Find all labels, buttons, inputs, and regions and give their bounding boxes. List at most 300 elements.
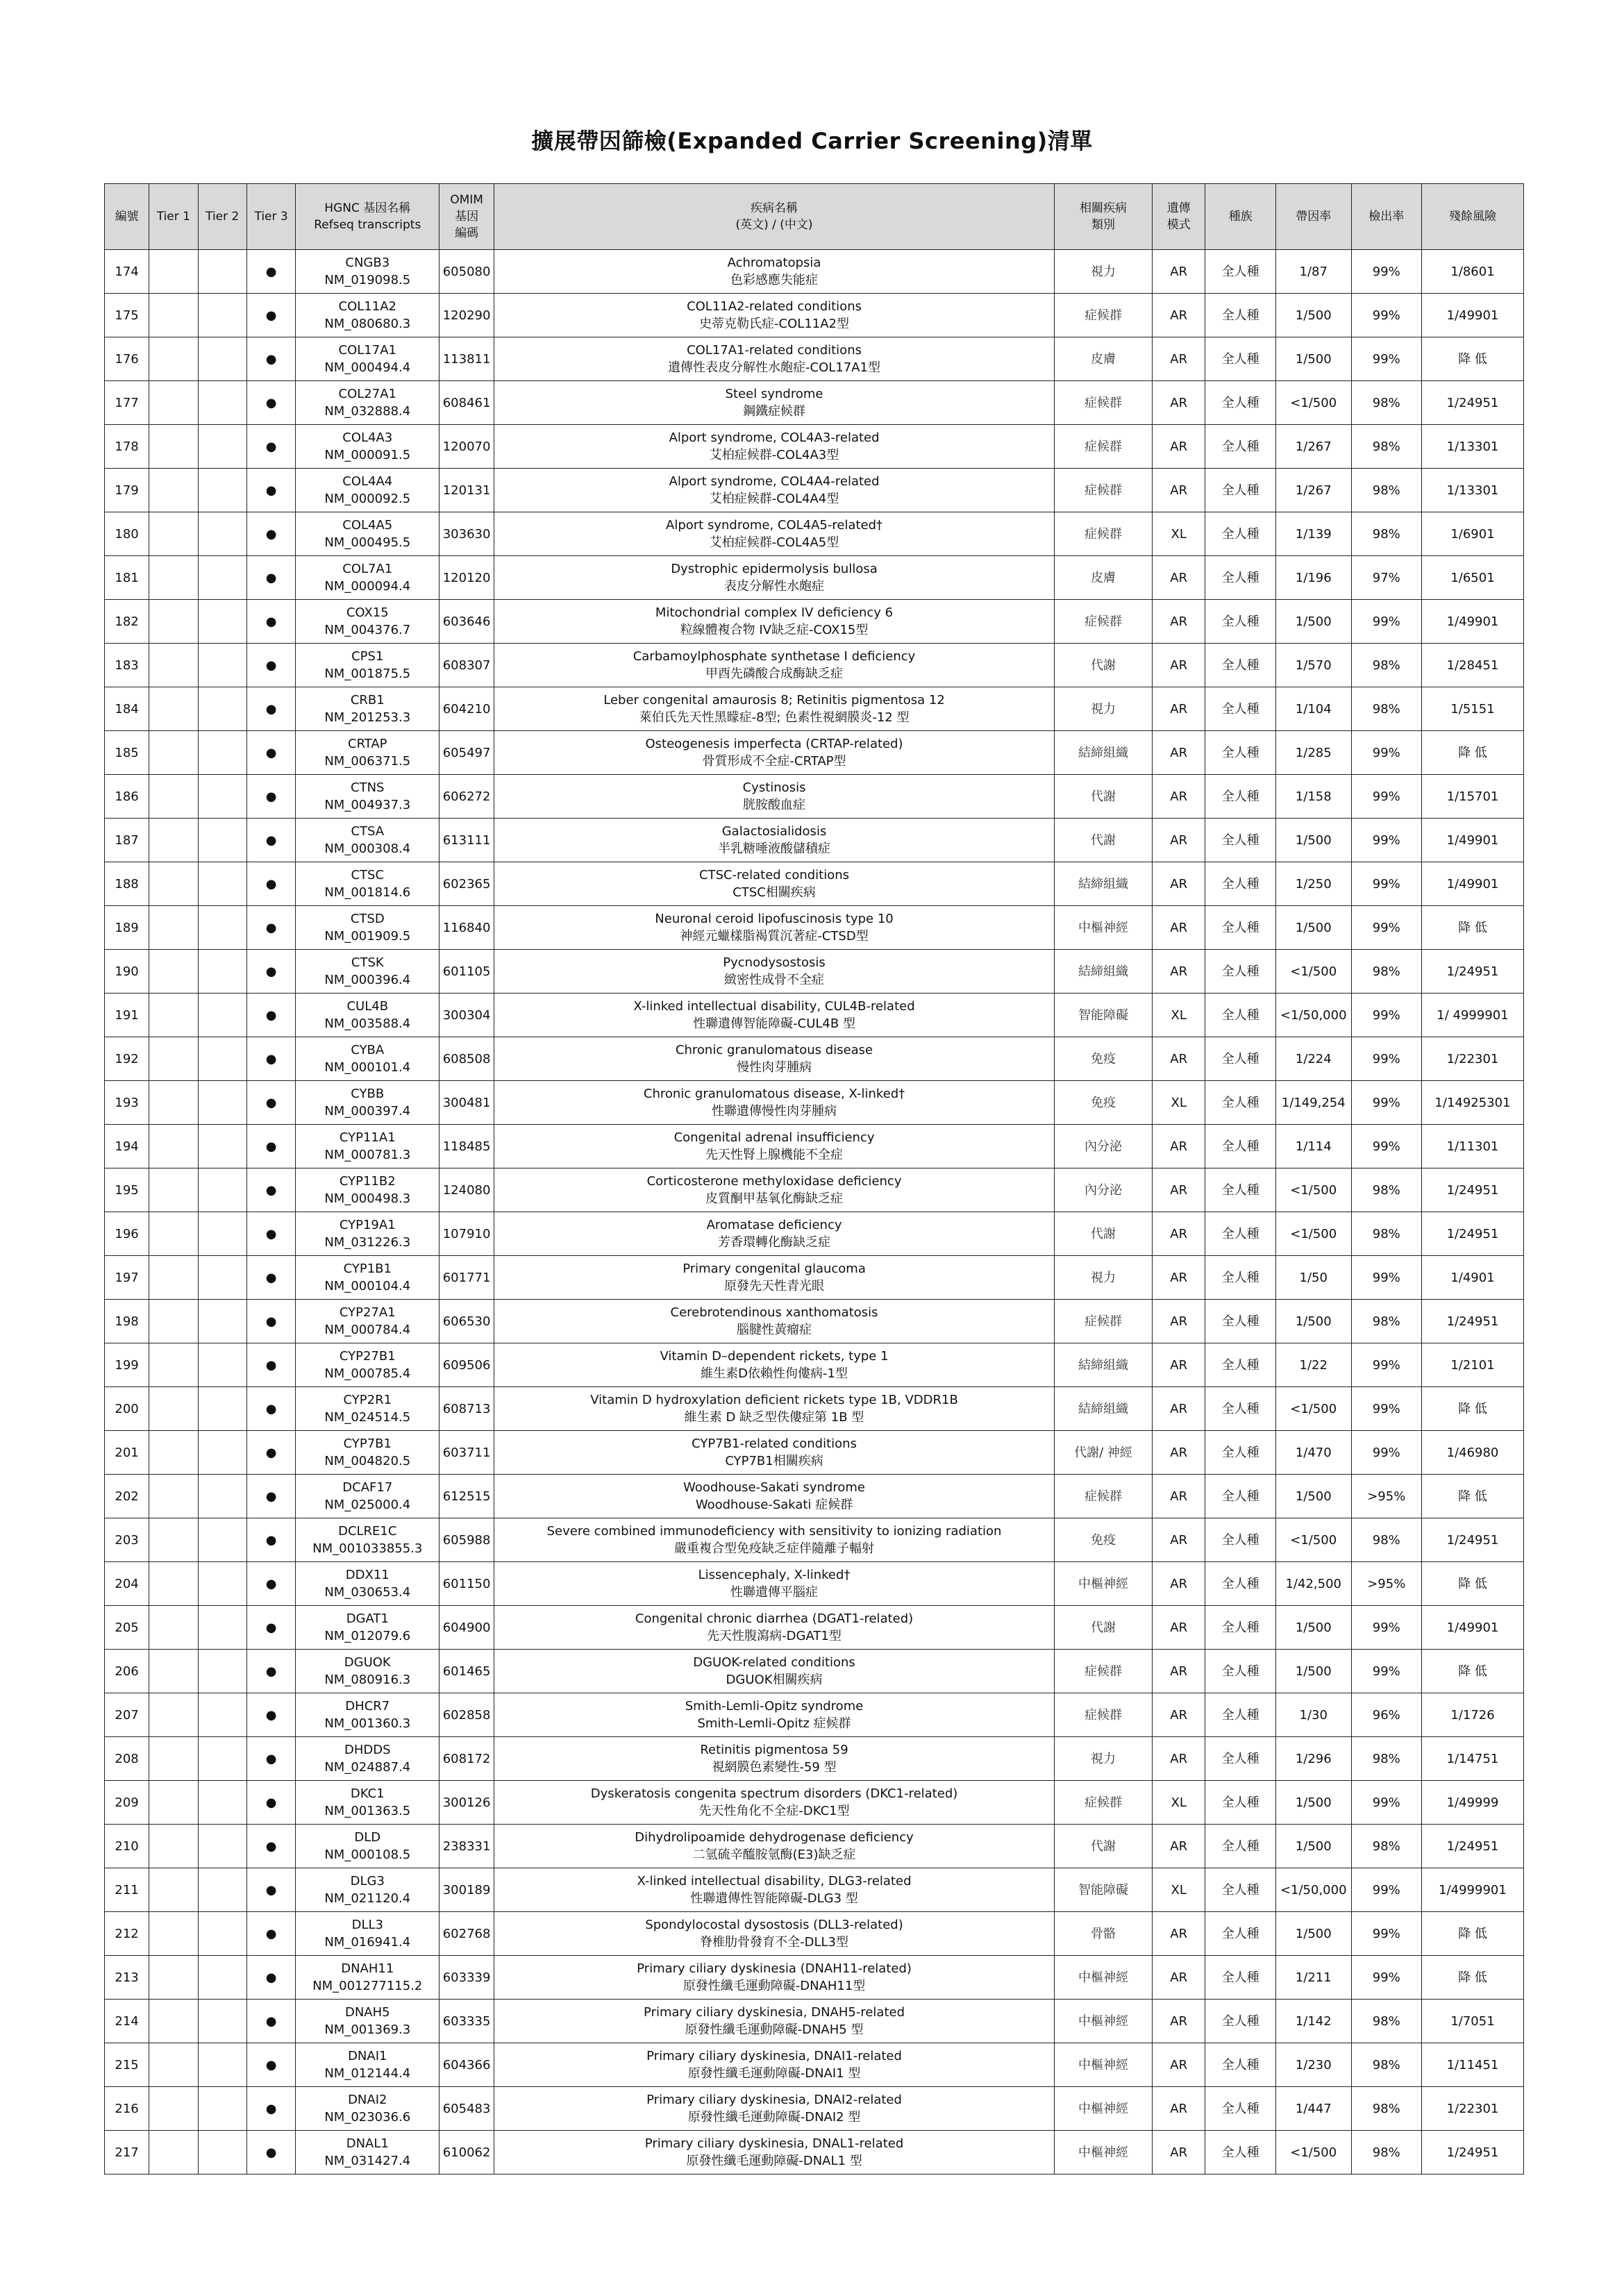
disease-cell-line2: 二氫硫辛醯胺氫酶(E3)缺乏症 xyxy=(692,1847,856,1862)
tier2-cell xyxy=(198,1562,246,1606)
gene-cell xyxy=(296,1693,440,1737)
tier1-cell xyxy=(149,294,198,337)
disease-cell-line1: Steel syndrome xyxy=(725,387,823,401)
omim-cell: 118485 xyxy=(440,1125,494,1168)
inheritance-cell: AR xyxy=(1152,950,1205,994)
gene-cell xyxy=(296,950,440,994)
tier3-marker: ● xyxy=(265,1007,277,1023)
tier3-cell xyxy=(246,1562,295,1606)
disease-cell xyxy=(494,2000,1054,2043)
ethnicity-cell: 全人種 xyxy=(1205,1693,1275,1737)
tier2-cell xyxy=(198,2043,246,2087)
category-cell: 結締組織 xyxy=(1055,1387,1153,1431)
gene-cell-line2: NM_032888.4 xyxy=(324,404,411,419)
ethnicity-cell: 全人種 xyxy=(1205,1387,1275,1431)
residual-risk-cell: 1/6901 xyxy=(1421,512,1523,556)
omim-cell: 300304 xyxy=(440,994,494,1037)
disease-cell-line2: 先天性腎上腺機能不全症 xyxy=(705,1148,844,1162)
detection-rate-cell: 99% xyxy=(1351,250,1421,294)
gene-cell xyxy=(296,1125,440,1168)
tier3-marker: ● xyxy=(265,439,277,454)
disease-cell xyxy=(494,1518,1054,1562)
detection-rate-cell: 99% xyxy=(1351,1868,1421,1912)
header-gene xyxy=(296,184,440,250)
omim-cell: 608713 xyxy=(440,1387,494,1431)
tier2-cell xyxy=(198,381,246,425)
disease-cell-line2: 原發先天性青光眼 xyxy=(724,1279,825,1293)
ethnicity-cell: 全人種 xyxy=(1205,512,1275,556)
gene-cell-line2: NM_000091.5 xyxy=(324,448,411,462)
header-omim-line1: OMIM xyxy=(450,193,483,207)
row-number: 197 xyxy=(105,1256,149,1300)
omim-cell: 107910 xyxy=(440,1212,494,1256)
row-number: 205 xyxy=(105,1606,149,1650)
tier2-cell xyxy=(198,2131,246,2175)
tier2-cell xyxy=(198,294,246,337)
header-ethnicity: 種族 xyxy=(1205,184,1275,250)
residual-risk-cell: 1/24951 xyxy=(1421,1168,1523,1212)
disease-cell-line1: CYP7B1-related conditions xyxy=(692,1436,857,1451)
residual-risk-cell: 1/28451 xyxy=(1421,644,1523,687)
omim-cell: 612515 xyxy=(440,1475,494,1518)
gene-cell-line2: NM_021120.4 xyxy=(324,1891,411,1906)
tier1-cell xyxy=(149,862,198,906)
table-row xyxy=(105,1475,1524,1518)
residual-risk-cell: 1/22301 xyxy=(1421,1037,1523,1081)
carrier-rate-cell: 1/211 xyxy=(1275,1956,1351,2000)
carrier-rate-cell: 1/470 xyxy=(1275,1431,1351,1475)
tier3-marker: ● xyxy=(265,395,277,410)
disease-cell-line2: 原發性纖毛運動障礙-DNAL1 型 xyxy=(686,2154,862,2168)
gene-cell-line2: NM_001875.5 xyxy=(324,667,411,681)
residual-risk-cell: 降 低 xyxy=(1421,1956,1523,2000)
table-row xyxy=(105,425,1524,469)
tier1-cell xyxy=(149,250,198,294)
gene-cell-line1: DNAL1 xyxy=(346,2136,389,2151)
inheritance-cell: AR xyxy=(1152,1300,1205,1343)
detection-rate-cell: 98% xyxy=(1351,469,1421,512)
table-row xyxy=(105,644,1524,687)
category-cell: 代謝 xyxy=(1055,644,1153,687)
disease-cell-line1: Severe combined immunodeficiency with sensitivity to ionizing radiation xyxy=(546,1524,1002,1539)
carrier-rate-cell: 1/500 xyxy=(1275,1912,1351,1956)
gene-cell-line2: NM_000396.4 xyxy=(324,973,411,987)
table-row xyxy=(105,2087,1524,2131)
inheritance-cell: AR xyxy=(1152,381,1205,425)
detection-rate-cell: 98% xyxy=(1351,687,1421,731)
carrier-rate-cell: 1/250 xyxy=(1275,862,1351,906)
gene-cell xyxy=(296,775,440,819)
disease-cell xyxy=(494,994,1054,1037)
disease-cell-line2: 維生素 D 缺乏型佚僂症第 1B 型 xyxy=(684,1410,864,1425)
disease-cell xyxy=(494,819,1054,862)
gene-cell xyxy=(296,2131,440,2175)
disease-cell-line2: 維生素D依賴性佝僂病-1型 xyxy=(701,1366,848,1381)
category-cell: 視力 xyxy=(1055,687,1153,731)
disease-cell-line2: 艾柏症候群-COL4A3型 xyxy=(709,448,839,462)
disease-cell xyxy=(494,556,1054,600)
row-number: 192 xyxy=(105,1037,149,1081)
gene-cell-line1: CYP1B1 xyxy=(343,1262,392,1276)
gene-cell-line2: NM_003588.4 xyxy=(324,1016,411,1031)
ethnicity-cell: 全人種 xyxy=(1205,1518,1275,1562)
residual-risk-cell: 1/13301 xyxy=(1421,425,1523,469)
row-number: 203 xyxy=(105,1518,149,1562)
tier3-marker: ● xyxy=(265,745,277,760)
detection-rate-cell: 98% xyxy=(1351,950,1421,994)
tier3-marker: ● xyxy=(265,526,277,542)
residual-risk-cell: 1/49901 xyxy=(1421,600,1523,644)
residual-risk-cell: 1/11451 xyxy=(1421,2043,1523,2087)
gene-cell-line1: CYBA xyxy=(351,1043,385,1057)
carrier-rate-cell: 1/500 xyxy=(1275,1300,1351,1343)
disease-cell-line1: Chronic granulomatous disease, X-linked† xyxy=(643,1087,905,1101)
gene-cell-line1: CYP19A1 xyxy=(339,1218,396,1232)
tier3-marker: ● xyxy=(265,1445,277,1460)
carrier-rate-cell: <1/50,000 xyxy=(1275,994,1351,1037)
tier3-marker: ● xyxy=(265,1838,277,1854)
ethnicity-cell: 全人種 xyxy=(1205,600,1275,644)
gene-cell xyxy=(296,2000,440,2043)
disease-cell-line1: Dyskeratosis congenita spectrum disorders (DKC1-related) xyxy=(590,1786,958,1801)
gene-cell-line1: CYP2R1 xyxy=(343,1393,392,1407)
tier1-cell xyxy=(149,1081,198,1125)
residual-risk-cell: 降 低 xyxy=(1421,1475,1523,1518)
inheritance-cell: AR xyxy=(1152,2131,1205,2175)
gene-cell-line1: CYP11B2 xyxy=(339,1174,396,1189)
detection-rate-cell: 96% xyxy=(1351,1693,1421,1737)
gene-cell-line2: NM_000092.5 xyxy=(324,492,411,506)
detection-rate-cell: 98% xyxy=(1351,1168,1421,1212)
ethnicity-cell: 全人種 xyxy=(1205,1562,1275,1606)
residual-risk-cell: 1/11301 xyxy=(1421,1125,1523,1168)
gene-cell-line2: NM_001363.5 xyxy=(324,1804,411,1818)
carrier-rate-cell: 1/500 xyxy=(1275,1606,1351,1650)
row-number: 186 xyxy=(105,775,149,819)
residual-risk-cell: 1/5151 xyxy=(1421,687,1523,731)
tier3-cell xyxy=(246,2131,295,2175)
table-row xyxy=(105,469,1524,512)
disease-cell-line1: Woodhouse-Sakati syndrome xyxy=(683,1480,865,1495)
inheritance-cell: AR xyxy=(1152,819,1205,862)
carrier-rate-cell: <1/50,000 xyxy=(1275,1868,1351,1912)
ethnicity-cell: 全人種 xyxy=(1205,775,1275,819)
disease-cell-line2: 緻密性成骨不全症 xyxy=(724,973,825,987)
ethnicity-cell: 全人種 xyxy=(1205,1300,1275,1343)
category-cell: 症候群 xyxy=(1055,1650,1153,1693)
carrier-rate-cell: 1/114 xyxy=(1275,1125,1351,1168)
disease-cell-line1: Vitamin D–dependent rickets, type 1 xyxy=(660,1349,889,1364)
tier2-cell xyxy=(198,512,246,556)
disease-cell-line1: Primary ciliary dyskinesia, DNAL1-related xyxy=(644,2136,904,2151)
gene-cell-line2: NM_201253.3 xyxy=(324,710,411,725)
gene-cell-line1: CTNS xyxy=(351,780,385,795)
row-number: 196 xyxy=(105,1212,149,1256)
carrier-rate-cell: 1/267 xyxy=(1275,425,1351,469)
tier1-cell xyxy=(149,2043,198,2087)
table-row xyxy=(105,1956,1524,2000)
disease-cell-line1: Smith-Lemli-Opitz syndrome xyxy=(685,1699,864,1713)
carrier-rate-cell: 1/142 xyxy=(1275,2000,1351,2043)
gene-cell-line1: CUL4B xyxy=(346,999,389,1014)
table-row xyxy=(105,1518,1524,1562)
tier1-cell xyxy=(149,1606,198,1650)
tier3-cell xyxy=(246,600,295,644)
gene-cell-line1: CTSD xyxy=(350,912,385,926)
tier3-marker: ● xyxy=(265,1707,277,1723)
table-row xyxy=(105,1868,1524,1912)
disease-cell-line1: Dihydrolipoamide dehydrogenase deficiency xyxy=(635,1830,914,1845)
tier1-cell xyxy=(149,1431,198,1475)
row-number: 184 xyxy=(105,687,149,731)
disease-cell-line2: Smith-Lemli-Opitz 症候群 xyxy=(697,1716,851,1731)
tier3-cell xyxy=(246,819,295,862)
gene-cell-line1: COL4A4 xyxy=(342,474,393,489)
residual-risk-cell: 1/49901 xyxy=(1421,819,1523,862)
disease-cell xyxy=(494,1562,1054,1606)
table-row xyxy=(105,687,1524,731)
disease-cell-line1: Alport syndrome, COL4A5-related† xyxy=(666,518,883,533)
disease-cell-line1: Neuronal ceroid lipofuscinosis type 10 xyxy=(655,912,894,926)
disease-cell-line1: X-linked intellectual disability, DLG3-related xyxy=(637,1874,912,1888)
gene-cell-line2: NM_001909.5 xyxy=(324,929,411,944)
tier3-marker: ● xyxy=(265,1664,277,1679)
disease-cell xyxy=(494,1125,1054,1168)
omim-cell: 120070 xyxy=(440,425,494,469)
detection-rate-cell: 98% xyxy=(1351,381,1421,425)
gene-cell xyxy=(296,1562,440,1606)
omim-cell: 604900 xyxy=(440,1606,494,1650)
category-cell: 中樞神經 xyxy=(1055,2043,1153,2087)
ethnicity-cell: 全人種 xyxy=(1205,950,1275,994)
category-cell: 結締組織 xyxy=(1055,862,1153,906)
detection-rate-cell: 98% xyxy=(1351,644,1421,687)
gene-cell-line2: NM_000785.4 xyxy=(324,1366,411,1381)
table-row xyxy=(105,337,1524,381)
tier1-cell xyxy=(149,1737,198,1781)
inheritance-cell: AR xyxy=(1152,862,1205,906)
gene-cell-line1: DDX11 xyxy=(345,1568,390,1582)
ethnicity-cell: 全人種 xyxy=(1205,381,1275,425)
tier2-cell xyxy=(198,1650,246,1693)
row-number: 180 xyxy=(105,512,149,556)
row-number: 191 xyxy=(105,994,149,1037)
table-row xyxy=(105,512,1524,556)
tier1-cell xyxy=(149,1343,198,1387)
disease-cell-line2: 性聯遺傳智能障礙-CUL4B 型 xyxy=(693,1016,855,1031)
disease-cell-line2: 性聯遺傳平腦症 xyxy=(730,1585,819,1600)
table-row xyxy=(105,1256,1524,1300)
tier1-cell xyxy=(149,2087,198,2131)
gene-cell xyxy=(296,1300,440,1343)
disease-cell xyxy=(494,1037,1054,1081)
row-number: 206 xyxy=(105,1650,149,1693)
omim-cell: 608461 xyxy=(440,381,494,425)
gene-cell-line2: NM_012079.6 xyxy=(324,1629,411,1643)
residual-risk-cell: 1/14925301 xyxy=(1421,1081,1523,1125)
omim-cell: 608172 xyxy=(440,1737,494,1781)
tier3-marker: ● xyxy=(265,1051,277,1066)
inheritance-cell: AR xyxy=(1152,906,1205,950)
disease-cell-line1: COL11A2-related conditions xyxy=(687,299,862,314)
disease-cell xyxy=(494,1956,1054,2000)
ethnicity-cell: 全人種 xyxy=(1205,2000,1275,2043)
disease-cell xyxy=(494,1868,1054,1912)
category-cell: 症候群 xyxy=(1055,1300,1153,1343)
ethnicity-cell: 全人種 xyxy=(1205,556,1275,600)
gene-cell-line2: NM_000397.4 xyxy=(324,1104,411,1118)
tier1-cell xyxy=(149,1037,198,1081)
tier1-cell xyxy=(149,1256,198,1300)
tier1-cell xyxy=(149,687,198,731)
category-cell: 中樞神經 xyxy=(1055,1956,1153,2000)
gene-cell xyxy=(296,1387,440,1431)
disease-cell-line2: Woodhouse-Sakati 症候群 xyxy=(695,1498,853,1512)
gene-cell-line2: NM_001814.6 xyxy=(324,885,411,900)
gene-cell xyxy=(296,1956,440,2000)
disease-cell xyxy=(494,1256,1054,1300)
disease-cell-line2: CYP7B1相關疾病 xyxy=(725,1454,823,1468)
disease-cell-line2: DGUOK相關疾病 xyxy=(726,1673,823,1687)
disease-cell-line2: 腦腱性黃瘤症 xyxy=(737,1323,812,1337)
gene-cell xyxy=(296,600,440,644)
inheritance-cell: AR xyxy=(1152,1387,1205,1431)
inheritance-cell: AR xyxy=(1152,469,1205,512)
row-number: 209 xyxy=(105,1781,149,1825)
gene-cell xyxy=(296,425,440,469)
category-cell: 症候群 xyxy=(1055,294,1153,337)
carrier-rate-cell: 1/500 xyxy=(1275,906,1351,950)
disease-cell-line2: 胱胺酸血症 xyxy=(743,798,806,812)
tier1-cell xyxy=(149,994,198,1037)
tier3-cell xyxy=(246,1956,295,2000)
omim-cell: 613111 xyxy=(440,819,494,862)
omim-cell: 113811 xyxy=(440,337,494,381)
tier3-marker: ● xyxy=(265,1882,277,1897)
disease-cell xyxy=(494,644,1054,687)
table-row xyxy=(105,906,1524,950)
tier2-cell xyxy=(198,950,246,994)
residual-risk-cell: 1/8601 xyxy=(1421,250,1523,294)
tier3-marker: ● xyxy=(265,1314,277,1329)
disease-cell xyxy=(494,294,1054,337)
detection-rate-cell: 99% xyxy=(1351,906,1421,950)
disease-cell-line2: 粒線體複合物 IV缺乏症-COX15型 xyxy=(680,623,869,637)
omim-cell: 601771 xyxy=(440,1256,494,1300)
row-number: 207 xyxy=(105,1693,149,1737)
gene-cell-line2: NM_001277115.2 xyxy=(312,1979,423,1993)
tier3-marker: ● xyxy=(265,483,277,498)
tier1-cell xyxy=(149,1650,198,1693)
carrier-rate-cell: 1/42,500 xyxy=(1275,1562,1351,1606)
gene-cell-line2: NM_001369.3 xyxy=(324,2022,411,2037)
tier2-cell xyxy=(198,1431,246,1475)
disease-cell-line1: DGUOK-related conditions xyxy=(693,1655,855,1670)
header-carrier-rate: 帶因率 xyxy=(1275,184,1351,250)
page-title: 擴展帶因篩檢(Expanded Carrier Screening)清單 xyxy=(531,128,1093,154)
carrier-rate-cell: 1/87 xyxy=(1275,250,1351,294)
gene-cell-line1: DHCR7 xyxy=(345,1699,390,1713)
disease-cell xyxy=(494,731,1054,775)
disease-cell-line1: Osteogenesis imperfecta (CRTAP-related) xyxy=(645,737,903,751)
carrier-rate-cell: 1/196 xyxy=(1275,556,1351,600)
category-cell: 中樞神經 xyxy=(1055,2000,1153,2043)
gene-cell xyxy=(296,512,440,556)
disease-cell-line2: 慢性肉芽腫病 xyxy=(737,1060,812,1075)
row-number: 195 xyxy=(105,1168,149,1212)
omim-cell: 608307 xyxy=(440,644,494,687)
inheritance-cell: AR xyxy=(1152,294,1205,337)
table-row xyxy=(105,1125,1524,1168)
disease-cell-line1: Retinitis pigmentosa 59 xyxy=(700,1743,848,1757)
gene-cell-line1: DNAI2 xyxy=(348,2093,387,2107)
gene-cell-line1: CNGB3 xyxy=(345,255,390,270)
row-number: 189 xyxy=(105,906,149,950)
residual-risk-cell: 1/2101 xyxy=(1421,1343,1523,1387)
ethnicity-cell: 全人種 xyxy=(1205,425,1275,469)
residual-risk-cell: 1/15701 xyxy=(1421,775,1523,819)
row-number: 188 xyxy=(105,862,149,906)
tier3-cell xyxy=(246,512,295,556)
disease-cell-line2: 鋼鐵症候群 xyxy=(743,404,806,419)
table-row xyxy=(105,819,1524,862)
tier3-cell xyxy=(246,1650,295,1693)
tier2-cell xyxy=(198,600,246,644)
inheritance-cell: AR xyxy=(1152,2087,1205,2131)
disease-cell-line1: Congenital adrenal insufficiency xyxy=(673,1130,875,1145)
inheritance-cell: XL xyxy=(1152,994,1205,1037)
gene-cell-line2: NM_006371.5 xyxy=(324,754,411,769)
tier2-cell xyxy=(198,2000,246,2043)
ethnicity-cell: 全人種 xyxy=(1205,994,1275,1037)
tier1-cell xyxy=(149,906,198,950)
table-row xyxy=(105,731,1524,775)
tier2-cell xyxy=(198,1212,246,1256)
gene-cell-line1: COL7A1 xyxy=(342,562,393,576)
carrier-rate-cell: 1/500 xyxy=(1275,1650,1351,1693)
gene-cell xyxy=(296,862,440,906)
residual-risk-cell: 1/7051 xyxy=(1421,2000,1523,2043)
header-category-line1: 相關疾病 xyxy=(1080,201,1128,215)
tier3-marker: ● xyxy=(265,789,277,804)
detection-rate-cell: 99% xyxy=(1351,337,1421,381)
omim-cell: 300189 xyxy=(440,1868,494,1912)
carrier-rate-cell: 1/149,254 xyxy=(1275,1081,1351,1125)
tier1-cell xyxy=(149,469,198,512)
tier3-cell xyxy=(246,1868,295,1912)
disease-cell xyxy=(494,1431,1054,1475)
disease-cell xyxy=(494,1737,1054,1781)
omim-cell: 608508 xyxy=(440,1037,494,1081)
gene-cell xyxy=(296,556,440,600)
row-number: 198 xyxy=(105,1300,149,1343)
disease-cell-line1: COL17A1-related conditions xyxy=(687,343,862,358)
row-number: 194 xyxy=(105,1125,149,1168)
tier1-cell xyxy=(149,1693,198,1737)
gene-cell-line2: NM_000498.3 xyxy=(324,1191,411,1206)
tier1-cell xyxy=(149,1868,198,1912)
category-cell: 免疫 xyxy=(1055,1518,1153,1562)
inheritance-cell: AR xyxy=(1152,1956,1205,2000)
ethnicity-cell: 全人種 xyxy=(1205,1781,1275,1825)
disease-cell-line1: Primary ciliary dyskinesia, DNAI2-related xyxy=(646,2093,902,2107)
gene-cell xyxy=(296,1081,440,1125)
carrier-rate-cell: 1/500 xyxy=(1275,1781,1351,1825)
gene-cell-line2: NM_019098.5 xyxy=(324,273,411,287)
detection-rate-cell: 98% xyxy=(1351,1518,1421,1562)
omim-cell: 303630 xyxy=(440,512,494,556)
disease-cell-line1: Pycnodysostosis xyxy=(723,955,826,970)
